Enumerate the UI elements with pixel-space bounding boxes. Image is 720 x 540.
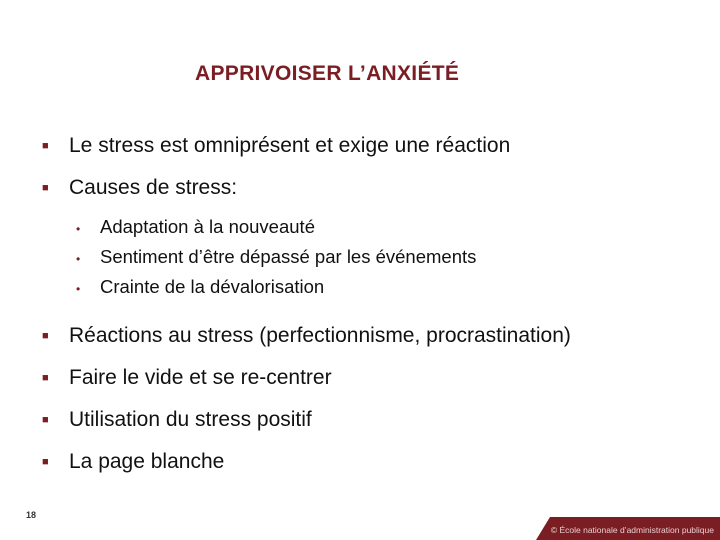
square-bullet-icon: ■ [42, 414, 49, 426]
bullet-text: Causes de stress: [69, 176, 238, 199]
dot-bullet-icon: • [76, 222, 81, 236]
sub-bullet-text: Crainte de la dévalorisation [100, 276, 325, 297]
bullet-item [42, 324, 702, 352]
bullet-item [42, 408, 702, 436]
footer-copyright: © École nationale d’administration publique [550, 525, 714, 535]
page-number: 18 [26, 510, 37, 520]
bullet-item [42, 134, 702, 162]
square-bullet-icon: ■ [42, 182, 49, 194]
footer-wedge [536, 517, 550, 540]
square-bullet-icon: ■ [42, 140, 49, 152]
slide-title: APPRIVOISER L’ANXIÉTÉ [195, 62, 460, 85]
footer-bar [550, 517, 720, 540]
sub-bullet-item [76, 276, 702, 306]
sub-bullet-item [76, 216, 702, 246]
sub-bullet-list [76, 216, 702, 306]
dot-bullet-icon: • [76, 282, 81, 296]
square-bullet-icon: ■ [42, 372, 49, 384]
dot-bullet-icon: • [76, 252, 81, 266]
bullet-list [42, 134, 702, 492]
square-bullet-icon: ■ [42, 456, 49, 468]
bullet-item [42, 176, 702, 204]
sub-bullet-item [76, 246, 702, 276]
bullet-item [42, 450, 702, 478]
bullet-text: Utilisation du stress positif [69, 408, 312, 431]
bullet-text: La page blanche [69, 450, 225, 473]
bullet-text: Faire le vide et se re-centrer [69, 366, 332, 389]
bullet-item [42, 366, 702, 394]
sub-bullet-text: Sentiment d’être dépassé par les événements [100, 246, 477, 267]
sub-bullet-text: Adaptation à la nouveauté [100, 216, 315, 237]
bullet-text: Le stress est omniprésent et exige une réaction [69, 134, 511, 157]
square-bullet-icon: ■ [42, 330, 49, 342]
bullet-text: Réactions au stress (perfectionnisme, procrastination) [69, 324, 571, 347]
